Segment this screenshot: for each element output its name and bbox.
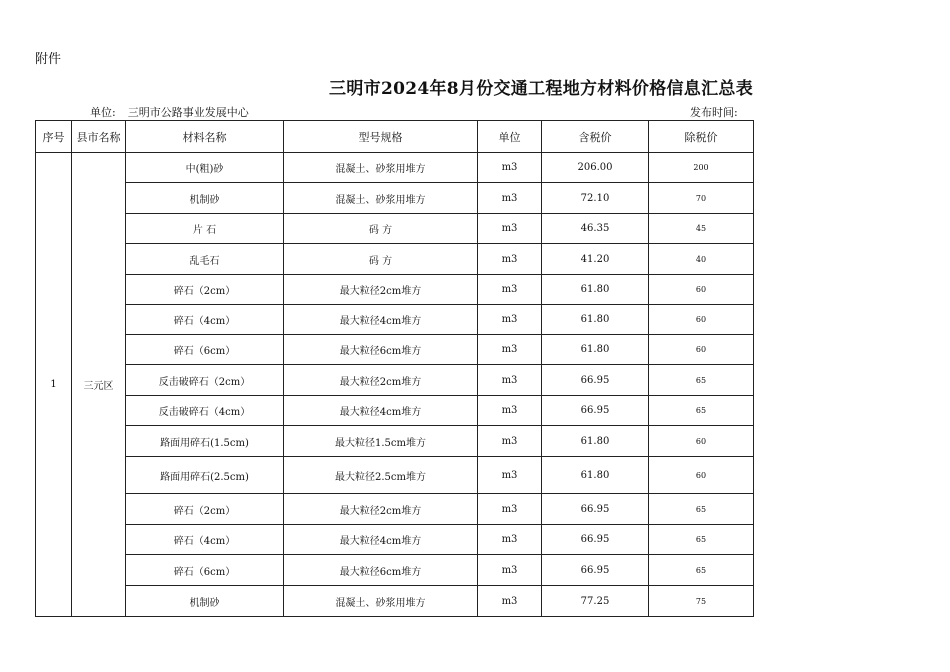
cell-spec: 最大粒径2.5cm堆方 <box>284 457 478 494</box>
cell-price-excl: 65 <box>649 396 754 426</box>
cell-price-excl: 70 <box>649 183 754 214</box>
cell-unit: m3 <box>478 426 542 457</box>
cell-price-excl: 40 <box>649 244 754 275</box>
cell-unit: m3 <box>478 305 542 335</box>
cell-unit: m3 <box>478 586 542 617</box>
cell-price-tax: 72.10 <box>542 183 649 214</box>
table-row <box>36 153 754 183</box>
cell-unit: m3 <box>478 365 542 396</box>
table-row <box>36 586 754 617</box>
page-title: 三明市2024年8月份交通工程地方材料价格信息汇总表 <box>329 79 753 99</box>
cell-unit: m3 <box>478 244 542 275</box>
cell-material-name: 碎石（6cm） <box>126 555 284 586</box>
table-row <box>36 555 754 586</box>
cell-price-tax: 61.80 <box>542 275 649 305</box>
header-price-tax: 含税价 <box>542 121 649 153</box>
cell-material-name: 反击破碎石（2cm） <box>126 365 284 396</box>
attachment-label: 附件 <box>35 52 62 67</box>
unit-label: 单位: <box>90 106 116 119</box>
cell-price-excl: 60 <box>649 335 754 365</box>
cell-material-name: 碎石（4cm） <box>126 525 284 555</box>
cell-price-excl: 60 <box>649 275 754 305</box>
cell-spec: 混凝土、砂浆用堆方 <box>284 586 478 617</box>
table-row <box>36 305 754 335</box>
header-material: 材料名称 <box>126 121 284 153</box>
cell-price-tax: 61.80 <box>542 305 649 335</box>
cell-spec: 混凝土、砂浆用堆方 <box>284 183 478 214</box>
cell-price-excl: 65 <box>649 494 754 525</box>
unit-value: 三明市公路事业发展中心 <box>127 106 249 119</box>
table-row <box>36 457 754 494</box>
cell-unit: m3 <box>478 525 542 555</box>
publish-time-label: 发布时间: <box>690 106 738 119</box>
cell-material-name: 路面用碎石(1.5cm) <box>126 426 284 457</box>
header-county: 县市名称 <box>72 121 126 153</box>
cell-spec: 最大粒径2cm堆方 <box>284 365 478 396</box>
cell-spec: 码 方 <box>284 244 478 275</box>
cell-material-name: 反击破碎石（4cm） <box>126 396 284 426</box>
cell-price-tax: 46.35 <box>542 214 649 244</box>
cell-unit: m3 <box>478 494 542 525</box>
cell-price-excl: 60 <box>649 305 754 335</box>
cell-material-name: 碎石（6cm） <box>126 335 284 365</box>
header-price-excl: 除税价 <box>649 121 754 153</box>
cell-price-tax: 66.95 <box>542 365 649 396</box>
cell-spec: 最大粒径4cm堆方 <box>284 305 478 335</box>
table-row <box>36 244 754 275</box>
cell-price-tax: 61.80 <box>542 335 649 365</box>
cell-unit: m3 <box>478 335 542 365</box>
cell-unit: m3 <box>478 275 542 305</box>
cell-price-tax: 61.80 <box>542 457 649 494</box>
cell-price-tax: 41.20 <box>542 244 649 275</box>
table-row <box>36 365 754 396</box>
cell-unit: m3 <box>478 153 542 183</box>
cell-spec: 最大粒径2cm堆方 <box>284 494 478 525</box>
cell-price-excl: 75 <box>649 586 754 617</box>
cell-material-name: 机制砂 <box>126 586 284 617</box>
cell-spec: 码 方 <box>284 214 478 244</box>
cell-spec: 最大粒径2cm堆方 <box>284 275 478 305</box>
cell-spec: 混凝土、砂浆用堆方 <box>284 153 478 183</box>
cell-unit: m3 <box>478 214 542 244</box>
cell-spec: 最大粒径1.5cm堆方 <box>284 426 478 457</box>
cell-price-tax: 66.95 <box>542 494 649 525</box>
cell-unit: m3 <box>478 183 542 214</box>
cell-material-name: 路面用碎石(2.5cm) <box>126 457 284 494</box>
cell-price-tax: 66.95 <box>542 396 649 426</box>
table-row <box>36 275 754 305</box>
table-row <box>36 525 754 555</box>
cell-price-tax: 66.95 <box>542 555 649 586</box>
cell-price-excl: 200 <box>649 153 754 183</box>
cell-material-name: 片 石 <box>126 214 284 244</box>
header-index: 序号 <box>36 121 72 153</box>
header-unit: 单位 <box>478 121 542 153</box>
cell-price-excl: 60 <box>649 457 754 494</box>
table-row <box>36 335 754 365</box>
cell-price-excl: 45 <box>649 214 754 244</box>
cell-material-name: 机制砂 <box>126 183 284 214</box>
cell-material-name: 中(粗)砂 <box>126 153 284 183</box>
cell-material-name: 乱毛石 <box>126 244 284 275</box>
header-spec: 型号规格 <box>284 121 478 153</box>
unit-line <box>90 104 261 120</box>
cell-price-excl: 65 <box>649 525 754 555</box>
cell-unit: m3 <box>478 555 542 586</box>
cell-material-name: 碎石（2cm） <box>126 494 284 525</box>
table-row <box>36 396 754 426</box>
cell-price-excl: 65 <box>649 555 754 586</box>
table-row <box>36 183 754 214</box>
cell-price-excl: 65 <box>649 365 754 396</box>
cell-spec: 最大粒径4cm堆方 <box>284 525 478 555</box>
cell-price-excl: 60 <box>649 426 754 457</box>
table-row <box>36 214 754 244</box>
table-header-row <box>36 121 754 153</box>
table-row <box>36 494 754 525</box>
cell-spec: 最大粒径4cm堆方 <box>284 396 478 426</box>
table-row <box>36 426 754 457</box>
cell-spec: 最大粒径6cm堆方 <box>284 555 478 586</box>
cell-price-tax: 61.80 <box>542 426 649 457</box>
group-county: 三元区 <box>72 153 126 617</box>
cell-price-tax: 206.00 <box>542 153 649 183</box>
cell-price-tax: 66.95 <box>542 525 649 555</box>
cell-unit: m3 <box>478 457 542 494</box>
cell-unit: m3 <box>478 396 542 426</box>
cell-material-name: 碎石（2cm） <box>126 275 284 305</box>
cell-spec: 最大粒径6cm堆方 <box>284 335 478 365</box>
cell-material-name: 碎石（4cm） <box>126 305 284 335</box>
price-table <box>35 120 754 617</box>
group-index: 1 <box>36 153 72 617</box>
cell-price-tax: 77.25 <box>542 586 649 617</box>
